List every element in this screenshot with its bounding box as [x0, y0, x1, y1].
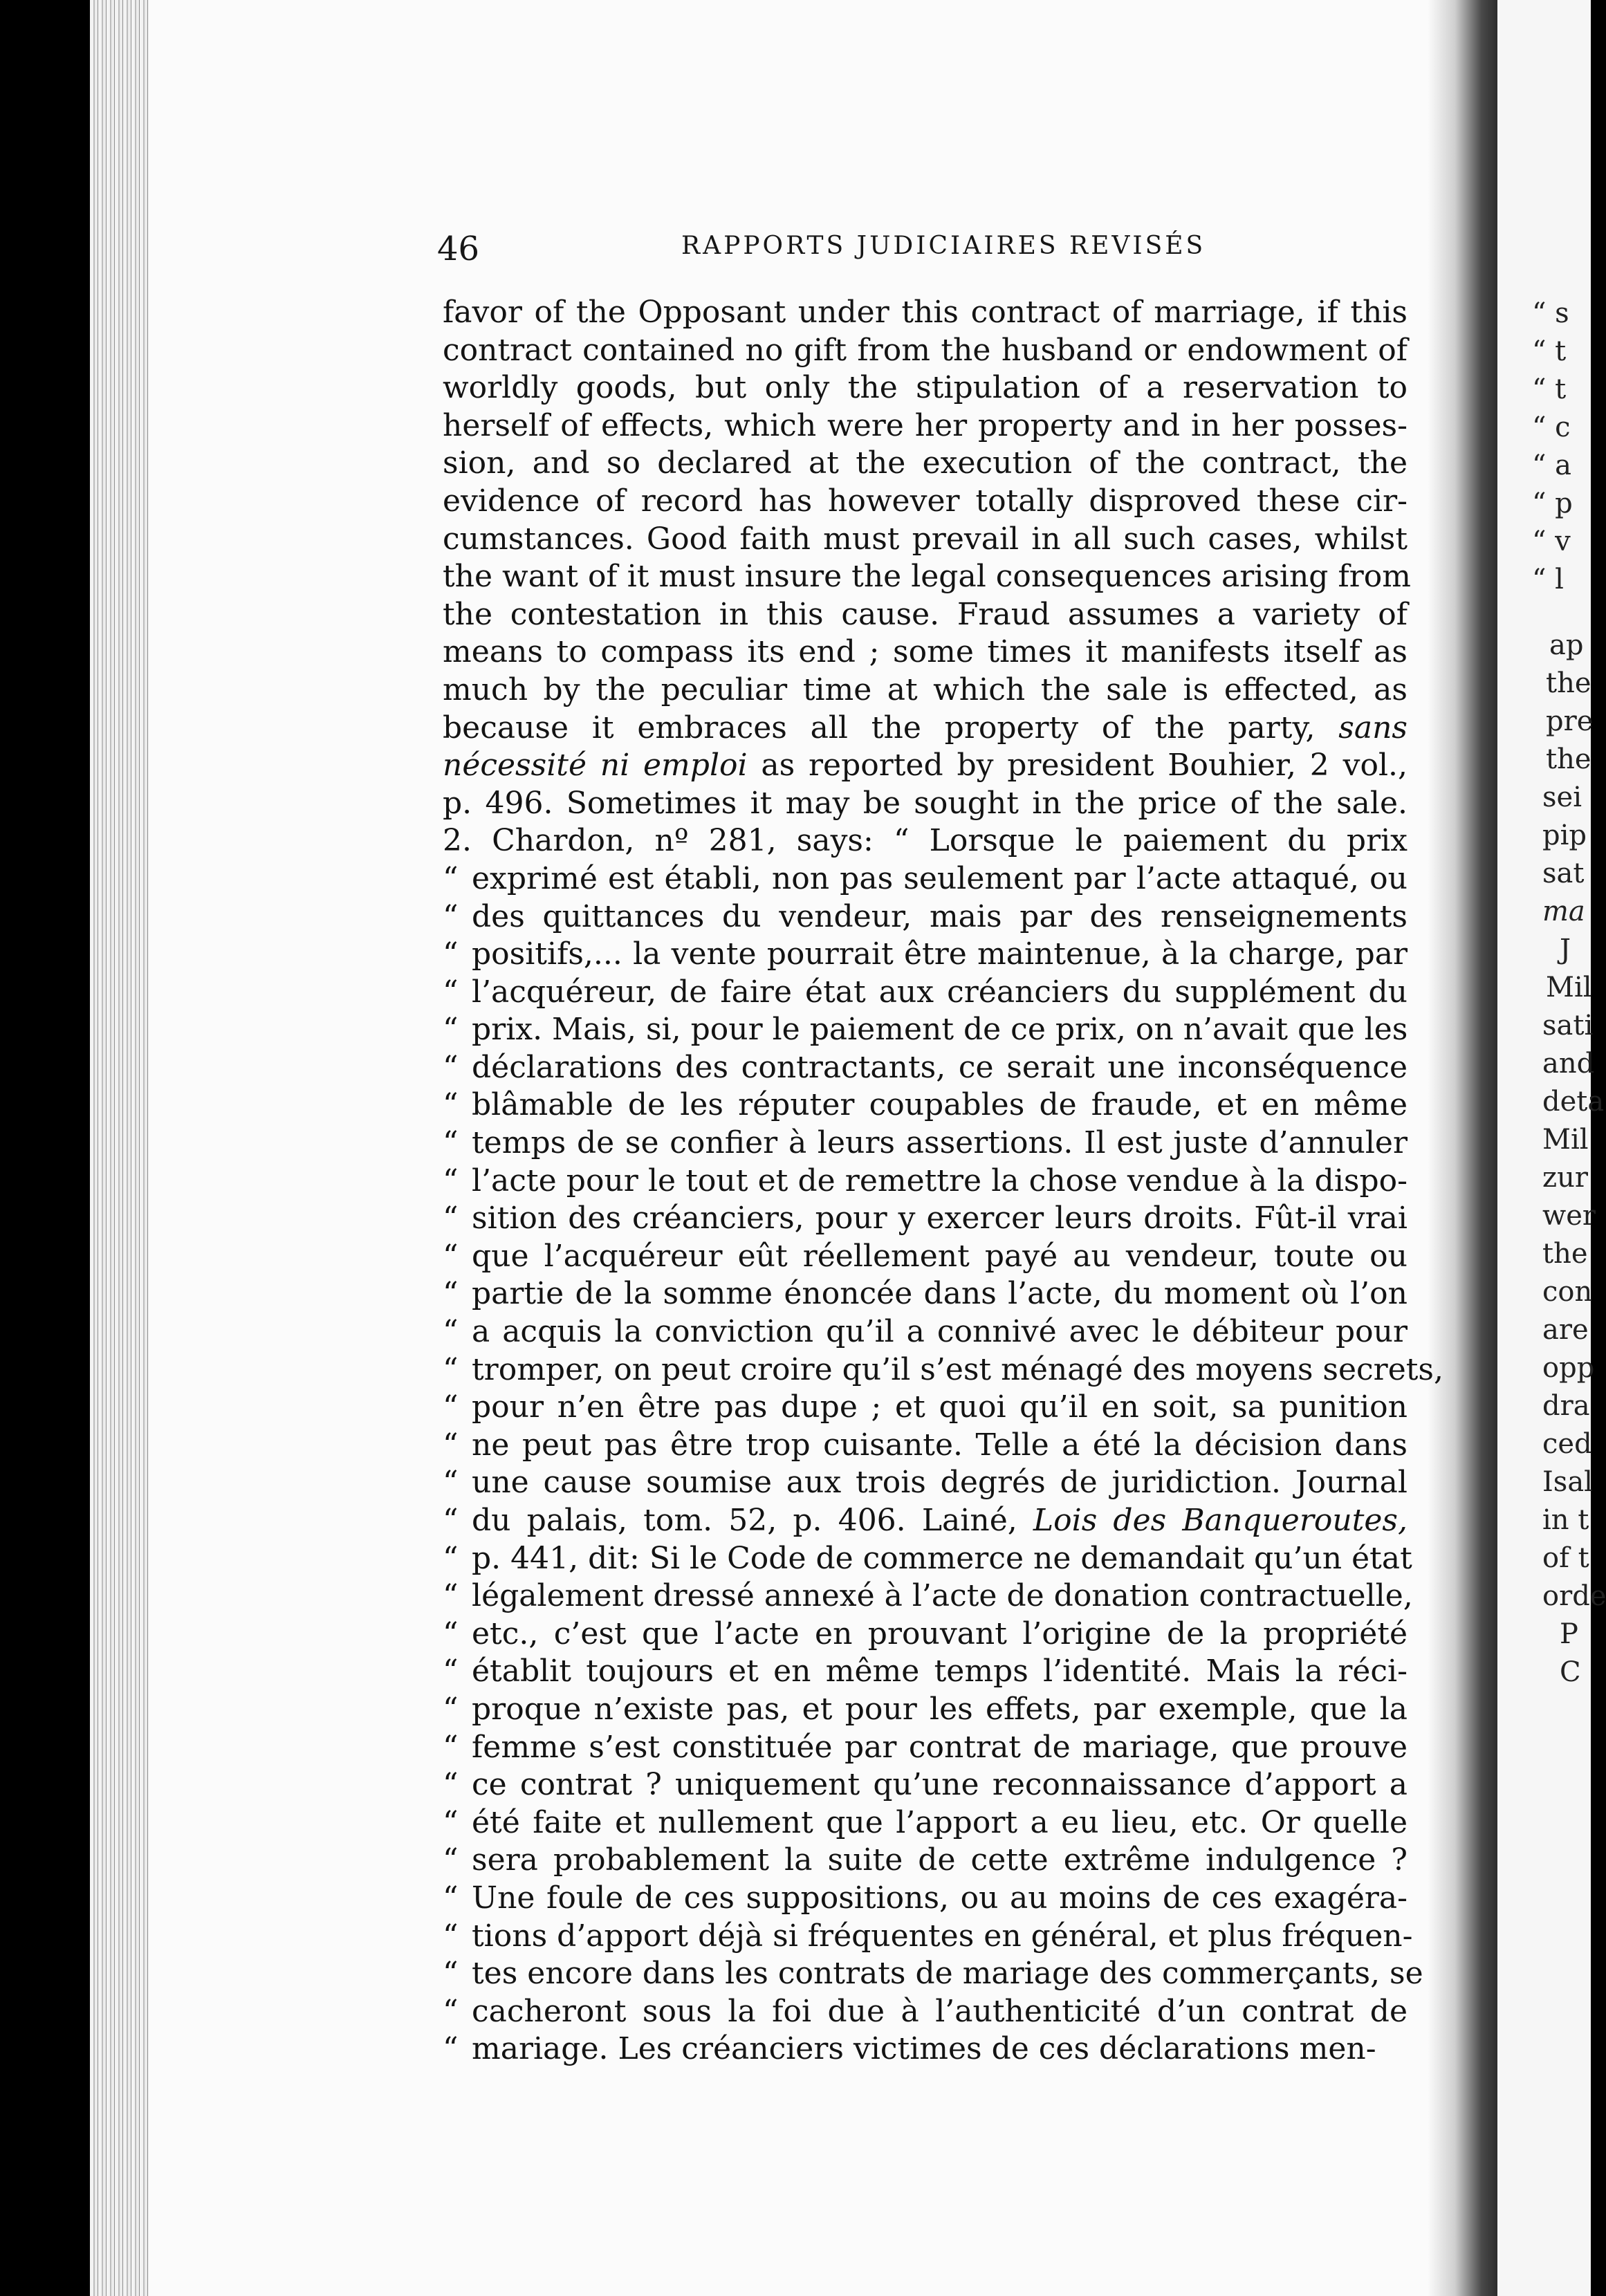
line-text: des quittances du vendeur, mais par des renseignements [472, 898, 1407, 934]
quote-mark: “ [443, 1238, 459, 1274]
line-text: l’acte pour le tout et de remettre la chose vendue à la dispo- [472, 1163, 1407, 1198]
facing-page-fragment: “ l [1532, 564, 1564, 595]
line-text: p. 496. Sometimes it may be sought in the price of the sale. [443, 785, 1407, 821]
line-text: une cause soumise aux trois degrés de juridiction. Journal [472, 1465, 1407, 1501]
facing-page-fragment: pip [1542, 820, 1587, 851]
text-line [443, 2030, 1407, 2068]
line-text: favor of the Opposant under this contract of marriage, if this [443, 295, 1407, 330]
line-text: tes encore dans les contrats de mariage des commerçants, se [472, 1956, 1423, 1992]
quote-mark: “ [443, 1465, 459, 1501]
text-line [443, 1653, 1407, 1691]
facing-page-fragment: and [1542, 1048, 1595, 1080]
quote-mark: “ [443, 2031, 459, 2067]
text-line [443, 558, 1411, 596]
quote-mark: “ [443, 1012, 459, 1048]
quote-mark: “ [443, 1578, 459, 1614]
quote-mark: “ [443, 1125, 459, 1161]
italic-text: sans [1338, 710, 1407, 746]
facing-page-fragment: wer [1542, 1200, 1596, 1232]
facing-page-fragment: dra [1542, 1390, 1590, 1422]
facing-page-fragment: “ v [1532, 526, 1571, 557]
line-text: contract contained no gift from the husband or endowment of [443, 332, 1407, 368]
quote-mark: “ [443, 1691, 459, 1727]
quote-mark: “ [443, 1918, 459, 1954]
text-line [443, 1011, 1407, 1049]
text-line [443, 596, 1407, 634]
page-number: 46 [437, 230, 480, 268]
facing-page-fragment: “ s [1532, 297, 1569, 329]
line-text: worldly goods, but only the stipulation of a reservation to [443, 370, 1407, 406]
facing-page-fragment: of t [1542, 1542, 1589, 1574]
text-line [443, 1955, 1423, 1993]
text-line [443, 1729, 1407, 1767]
facing-page-fragment: Isal [1542, 1466, 1593, 1498]
gutter-shadow [1428, 0, 1504, 2296]
line-text: as reported by president Bouhier, 2 vol., [761, 748, 1407, 784]
quote-mark: “ [443, 1993, 459, 2029]
text-line [443, 1313, 1407, 1351]
line-text: etc., c’est que l’acte en prouvant l’origine de la propriété [472, 1615, 1407, 1651]
facing-page-fragment: pre [1546, 705, 1594, 737]
line-text: positifs,... la vente pourrait être maintenue, à la charge, par [472, 936, 1407, 972]
text-line [443, 294, 1407, 332]
facing-page-fragment: ced [1542, 1428, 1592, 1460]
text-line [443, 1691, 1407, 1729]
text-line [443, 672, 1407, 710]
line-text: légalement dressé annexé à l’acte de donation contractuelle, [472, 1578, 1413, 1614]
line-text: établit toujours et en même temps l’identité. Mais la réci- [472, 1654, 1407, 1689]
line-text: blâmable de les réputer coupables de fraude, et en même [472, 1087, 1407, 1123]
quote-mark: “ [443, 1427, 459, 1463]
text-line [443, 369, 1407, 407]
facing-page-fragment: J [1560, 934, 1571, 965]
text-line [443, 521, 1407, 559]
line-text: ne peut pas être trop cuisante. Telle a été la décision dans [472, 1427, 1407, 1463]
text-line [443, 1200, 1407, 1238]
quote-mark: “ [443, 1729, 459, 1765]
line-text: femme s’est constituée par contrat de mariage, que prouve [472, 1729, 1407, 1765]
quote-mark: “ [443, 1540, 459, 1576]
text-line [443, 898, 1407, 936]
facing-page-fragment: sat [1542, 858, 1585, 889]
text-line [443, 1577, 1413, 1615]
text-line [443, 1389, 1407, 1427]
page-edges [90, 0, 156, 2296]
quote-mark: “ [443, 1351, 459, 1387]
text-line [443, 407, 1407, 445]
facing-page-fragment: Mil [1546, 972, 1592, 1003]
line-text: ce contrat ? uniquement qu’une reconnaissance d’apport a [472, 1767, 1407, 1803]
line-text: evidence of record has however totally disproved these cir- [443, 483, 1407, 519]
facing-page-fragment: sati [1542, 1010, 1594, 1041]
quote-mark: “ [443, 860, 459, 896]
facing-page-fragment: “ t [1532, 373, 1567, 405]
line-text: été faite et nullement que l’apport a eu lieu, etc. Or quelle [472, 1804, 1407, 1840]
quote-mark: “ [443, 1049, 459, 1085]
text-line [443, 1351, 1443, 1389]
line-text: prix. Mais, si, pour le paiement de ce prix, on n’avait que les [472, 1012, 1408, 1048]
quote-mark: “ [443, 1389, 459, 1425]
line-text: tions d’apport déjà si fréquentes en général, et plus fréquen- [472, 1918, 1413, 1954]
facing-page-fragment: ma [1542, 896, 1585, 927]
running-head: RAPPORTS JUDICIAIRES REVISÉS [681, 232, 1206, 260]
text-line [443, 710, 1407, 748]
text-line [443, 936, 1407, 974]
text-line [443, 785, 1407, 823]
line-text: p. 441, dit: Si le Code de commerce ne demandait qu’un état [472, 1540, 1412, 1576]
body-text [443, 294, 1443, 2068]
facing-page-fragment: P [1560, 1618, 1578, 1650]
line-text: because it embraces all the property of the party, [443, 710, 1316, 746]
line-text: means to compass its end ; some times it manifests itself as [443, 634, 1407, 670]
text-line [443, 1049, 1407, 1087]
text-line [443, 1804, 1407, 1842]
text-line [443, 1993, 1407, 2031]
text-line [443, 1124, 1407, 1163]
quote-mark: “ [443, 898, 459, 934]
quote-mark: “ [443, 1615, 459, 1651]
line-text: l’acquéreur, de faire état aux créanciers du supplément du [472, 974, 1407, 1010]
facing-page-fragment: con [1542, 1276, 1593, 1308]
line-text: partie de la somme énoncée dans l’acte, du moment où l’on [472, 1276, 1407, 1312]
text-line [443, 1163, 1407, 1201]
text-line [443, 1540, 1412, 1578]
quote-mark: “ [443, 1314, 459, 1350]
quote-mark: “ [443, 1276, 459, 1312]
quote-mark: “ [443, 1201, 459, 1237]
facing-page-fragment: the [1542, 1238, 1588, 1270]
line-text: much by the peculiar time at which the sale is effected, as [443, 672, 1407, 707]
quote-mark: “ [443, 1842, 459, 1878]
facing-page-fragment: the [1546, 743, 1591, 775]
line-text: proque n’existe pas, et pour les effets, par exemple, que la [472, 1691, 1407, 1727]
quote-mark: “ [443, 1654, 459, 1689]
line-text: pour n’en être pas dupe ; et quoi qu’il en soit, sa punition [472, 1389, 1407, 1425]
text-line [443, 445, 1407, 483]
line-text: the want of it must insure the legal consequences arising from [443, 559, 1411, 595]
facing-page-fragment: C [1560, 1656, 1581, 1688]
line-text: a acquis la conviction qu’il a connivé avec le débiteur pour [472, 1314, 1407, 1350]
facing-page-fragment: are [1542, 1314, 1589, 1346]
line-text: temps de se confier à leurs assertions. Il est juste d’annuler [472, 1125, 1407, 1161]
facing-page-fragment: opp [1542, 1352, 1595, 1384]
facing-page-fragment: zur [1542, 1162, 1588, 1194]
text-line [443, 633, 1407, 672]
quote-mark: “ [443, 1503, 459, 1538]
facing-page-fragment: ap [1549, 629, 1584, 661]
line-text: mariage. Les créanciers victimes de ces déclarations men- [472, 2031, 1376, 2067]
text-line [443, 1766, 1407, 1804]
facing-page-fragment: “ t [1532, 335, 1567, 367]
line-text: Une foule de ces suppositions, ou au moins de ces exagéra- [472, 1880, 1407, 1916]
line-text: exprimé est établi, non pas seulement par l’acte attaqué, ou [472, 860, 1407, 896]
line-text: cumstances. Good faith must prevail in all such cases, whilst [443, 521, 1407, 557]
quote-mark: “ [443, 1767, 459, 1803]
line-text: sera probablement la suite de cette extrême indulgence ? [472, 1842, 1407, 1878]
line-text: sition des créanciers, pour y exercer leurs droits. Fût-il vrai [472, 1201, 1407, 1237]
quote-mark: “ [443, 1087, 459, 1123]
text-line [443, 1427, 1407, 1465]
facing-page-fragment: sei [1542, 781, 1582, 813]
facing-page-fragment: the [1546, 667, 1591, 699]
text-line [443, 1880, 1407, 1918]
text-line [443, 974, 1407, 1012]
line-text: du palais, tom. 52, p. 406. Lainé, [472, 1503, 1017, 1538]
line-text: sion, and so declared at the execution of the contract, the [443, 445, 1407, 481]
facing-page-fragment: in t [1542, 1504, 1589, 1536]
line-text: tromper, on peut croire qu’il s’est ménagé des moyens secrets, [472, 1351, 1443, 1387]
line-text: the contestation in this cause. Fraud assumes a variety of [443, 596, 1407, 632]
text-line [443, 822, 1407, 860]
italic-text: Lois des Banqueroutes, [1033, 1503, 1407, 1538]
facing-page-fragment: “ c [1532, 411, 1571, 443]
text-line [443, 1502, 1407, 1540]
facing-page-fragment: deta [1542, 1086, 1605, 1118]
italic-text: nécessité ni emploi [443, 748, 748, 784]
text-line [443, 1918, 1413, 1956]
text-line [443, 1275, 1407, 1313]
text-line [443, 1086, 1407, 1124]
facing-page-fragment: “ a [1532, 450, 1572, 481]
text-line [443, 1615, 1407, 1654]
facing-page-fragment: orde [1542, 1580, 1606, 1612]
line-text: déclarations des contractants, ce serait une inconséquence [472, 1049, 1407, 1085]
quote-mark: “ [443, 936, 459, 972]
text-line [443, 860, 1407, 898]
line-text: 2. Chardon, nº 281, says: “ Lorsque le paiement du prix [443, 823, 1407, 859]
text-line [443, 483, 1407, 521]
quote-mark: “ [443, 974, 459, 1010]
facing-page-fragment: Mil [1542, 1124, 1589, 1156]
quote-mark: “ [443, 1956, 459, 1992]
quote-mark: “ [443, 1163, 459, 1198]
text-line [443, 1238, 1407, 1276]
text-line [443, 747, 1407, 785]
text-line [443, 1464, 1407, 1502]
quote-mark: “ [443, 1880, 459, 1916]
facing-page-fragment: “ p [1532, 488, 1573, 519]
text-line [443, 332, 1407, 370]
line-text: que l’acquéreur eût réellement payé au vendeur, toute ou [472, 1238, 1407, 1274]
quote-mark: “ [443, 1804, 459, 1840]
text-line [443, 1842, 1407, 1880]
line-text: herself of effects, which were her property and in her posses- [443, 407, 1407, 443]
line-text: cacheront sous la foi due à l’authenticité d’un contrat de [472, 1993, 1407, 2029]
